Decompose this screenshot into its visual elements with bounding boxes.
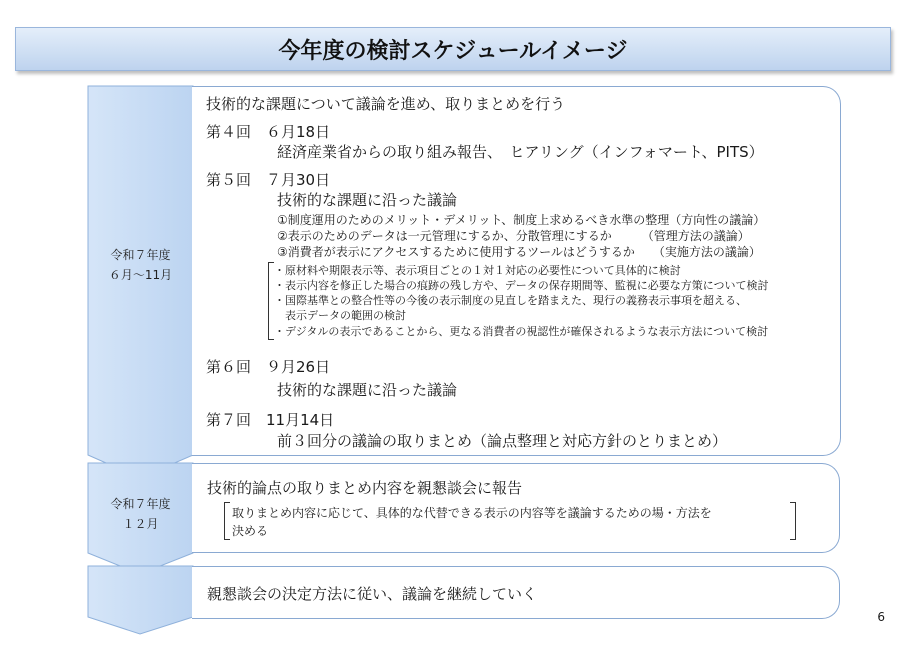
meeting5-note: ・デジタルの表示であることから、更なる消費者の視認性が確保されるような表示方法について検討 xyxy=(274,325,769,338)
meeting5-note: ・表示内容を修正した場合の痕跡の残し方や、データの保存期間等、監視に必要な方策について検討 xyxy=(274,279,769,292)
meeting7-title: 第７回 11月14日 xyxy=(206,411,335,429)
meeting5-item: ②表示のためのデータは一元管理にするか、分散管理にするか （管理方法の議論） xyxy=(277,229,750,243)
period-phase1-line2: ６月～11月 xyxy=(108,268,173,282)
period-label-phase1 xyxy=(88,245,193,285)
period-label-phase2 xyxy=(88,494,193,534)
meeting5-detail: 技術的な課題に沿った議論 xyxy=(277,191,458,209)
meeting4-title: 第４回 ６月18日 xyxy=(206,123,331,141)
page-title: 今年度の検討スケジュールイメージ xyxy=(15,27,891,71)
phase2-heading: 技術的論点の取りまとめ内容を親懇談会に報告 xyxy=(207,479,523,497)
phase2-bracket-left xyxy=(224,502,230,540)
meeting5-note: ・国際基準との整合性等の今後の表示制度の見直しを踏まえた、現行の義務表示事項を超える、 xyxy=(274,294,747,307)
phase2-note-line1: 取りまとめ内容に応じて、具体的な代替できる表示の内容等を議論するための場・方法を xyxy=(232,506,712,520)
page-number: 6 xyxy=(877,610,885,624)
meeting4-detail: 経済産業省からの取り組み報告、 ヒアリング（インフォマート、PITS） xyxy=(277,143,764,161)
meeting7-detail: 前３回分の議論の取りまとめ（論点整理と対応方針のとりまとめ） xyxy=(277,432,728,450)
period-phase1-line1: 令和７年度 xyxy=(110,248,171,262)
meeting6-detail: 技術的な課題に沿った議論 xyxy=(277,381,458,399)
period-phase2-line2: １２月 xyxy=(122,517,159,531)
meeting5-item: ③消費者が表示にアクセスするために使用するツールはどうするか （実施方法の議論） xyxy=(277,245,761,259)
phase3-heading: 親懇談会の決定方法に従い、議論を継続していく xyxy=(207,585,538,603)
period-phase2-line1: 令和７年度 xyxy=(110,497,171,511)
phase1-heading: 技術的な課題について議論を進め、取りまとめを行う xyxy=(206,95,566,113)
chevron-phase3 xyxy=(88,566,193,634)
meeting6-title: 第６回 ９月26日 xyxy=(206,358,331,376)
phase2-note-line2: 決める xyxy=(232,524,269,538)
meeting5-title: 第５回 ７月30日 xyxy=(206,171,331,189)
meeting5-item: ①制度運用のためのメリット・デメリット、制度上求めるべき水準の整理（方向性の議論） xyxy=(277,213,766,227)
meeting5-note: 表示データの範囲の検討 xyxy=(274,309,406,322)
meeting5-note: ・原材料や期限表示等、表示項目ごとの１対１対応の必要性について具体的に検討 xyxy=(274,264,681,277)
phase2-bracket-right xyxy=(790,502,796,540)
